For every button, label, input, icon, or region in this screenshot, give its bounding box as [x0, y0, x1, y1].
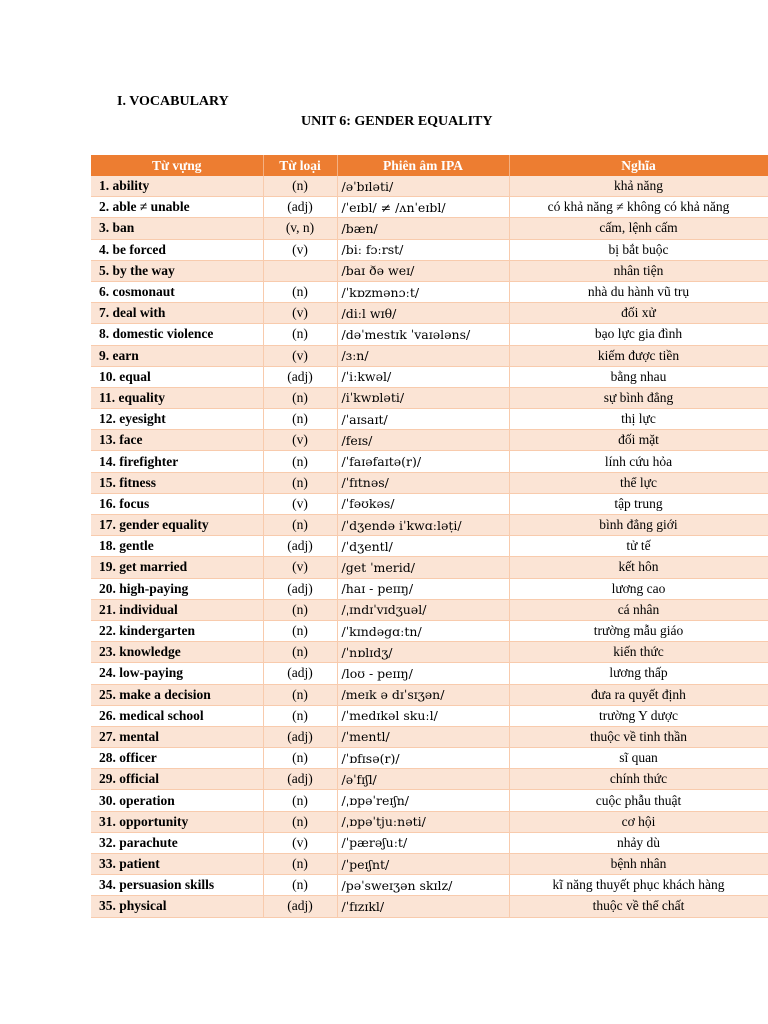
- part-of-speech-cell: (n): [263, 176, 337, 197]
- word-cell: 27. mental: [91, 726, 263, 747]
- meaning-cell: trường mẫu giáo: [509, 620, 768, 641]
- table-row: [91, 769, 768, 790]
- section-title: I. VOCABULARY: [117, 94, 229, 109]
- part-of-speech-cell: (v): [263, 493, 337, 514]
- word-cell: 8. domestic violence: [91, 324, 263, 345]
- part-of-speech-cell: (n): [263, 324, 337, 345]
- header-row: [91, 155, 768, 176]
- word-cell: 31. opportunity: [91, 811, 263, 832]
- table-row: [91, 599, 768, 620]
- ipa-cell: /ˈkɒzmənɔːt/: [337, 281, 509, 302]
- meaning-cell: khả năng: [509, 176, 768, 197]
- table-row: [91, 557, 768, 578]
- ipa-cell: /baɪ ðə weɪ/: [337, 260, 509, 281]
- meaning-cell: thể lực: [509, 472, 768, 493]
- table-row: [91, 896, 768, 917]
- meaning-cell: trường Y dược: [509, 705, 768, 726]
- part-of-speech-cell: (n): [263, 854, 337, 875]
- meaning-cell: kết hôn: [509, 557, 768, 578]
- meaning-cell: cấm, lệnh cấm: [509, 218, 768, 239]
- part-of-speech-cell: (v): [263, 239, 337, 260]
- table-row: [91, 854, 768, 875]
- part-of-speech-cell: (n): [263, 748, 337, 769]
- table-row: [91, 663, 768, 684]
- ipa-cell: /ˈmentl/: [337, 726, 509, 747]
- table-row: [91, 197, 768, 218]
- ipa-cell: /ɜːn/: [337, 345, 509, 366]
- ipa-cell: /ˈfɪzɪkl/: [337, 896, 509, 917]
- word-cell: 34. persuasion skills: [91, 875, 263, 896]
- table-row: [91, 218, 768, 239]
- ipa-cell: /ˈaɪsaɪt/: [337, 409, 509, 430]
- ipa-cell: /iˈkwɒləti/: [337, 387, 509, 408]
- table-row: [91, 303, 768, 324]
- ipa-cell: /ˈpærəʃuːt/: [337, 832, 509, 853]
- table-row: [91, 493, 768, 514]
- meaning-cell: tập trung: [509, 493, 768, 514]
- meaning-cell: kiếm được tiền: [509, 345, 768, 366]
- table-row: [91, 705, 768, 726]
- meaning-cell: thuộc về tinh thần: [509, 726, 768, 747]
- ipa-cell: /loʊ - peɪɪŋ/: [337, 663, 509, 684]
- meaning-cell: kiến thức: [509, 642, 768, 663]
- part-of-speech-cell: (v): [263, 832, 337, 853]
- part-of-speech-cell: (n): [263, 790, 337, 811]
- table-row: [91, 578, 768, 599]
- ipa-cell: /ˈfəʊkəs/: [337, 493, 509, 514]
- table-row: [91, 726, 768, 747]
- word-cell: 35. physical: [91, 896, 263, 917]
- ipa-cell: /ˈpeɪʃnt/: [337, 854, 509, 875]
- part-of-speech-cell: (n): [263, 281, 337, 302]
- word-cell: 25. make a decision: [91, 684, 263, 705]
- header-pos: Từ loại: [263, 155, 337, 176]
- part-of-speech-cell: (adj): [263, 536, 337, 557]
- word-cell: 19. get married: [91, 557, 263, 578]
- part-of-speech-cell: (n): [263, 409, 337, 430]
- part-of-speech-cell: (v): [263, 303, 337, 324]
- table-row: [91, 281, 768, 302]
- table-row: [91, 176, 768, 197]
- part-of-speech-cell: (n): [263, 811, 337, 832]
- word-cell: 6. cosmonaut: [91, 281, 263, 302]
- table-row: [91, 811, 768, 832]
- meaning-cell: thuộc về thể chất: [509, 896, 768, 917]
- table-row: [91, 620, 768, 641]
- part-of-speech-cell: (n): [263, 472, 337, 493]
- part-of-speech-cell: (n): [263, 642, 337, 663]
- ipa-cell: /əˈbɪləti/: [337, 176, 509, 197]
- table-row: [91, 832, 768, 853]
- ipa-cell: /dəˈmestɪk ˈvaɪələns/: [337, 324, 509, 345]
- table-row: [91, 451, 768, 472]
- word-cell: 12. eyesight: [91, 409, 263, 430]
- ipa-cell: /ˈfɪtnəs/: [337, 472, 509, 493]
- table-row: [91, 748, 768, 769]
- ipa-cell: /ˈdʒentl/: [337, 536, 509, 557]
- ipa-cell: /ˈkɪndəgɑːtn/: [337, 620, 509, 641]
- part-of-speech-cell: (adj): [263, 197, 337, 218]
- table-header: [91, 155, 768, 176]
- table-row: [91, 366, 768, 387]
- table-row: [91, 345, 768, 366]
- ipa-cell: /ˈfaɪəfaɪtə(r)/: [337, 451, 509, 472]
- word-cell: 16. focus: [91, 493, 263, 514]
- meaning-cell: tử tế: [509, 536, 768, 557]
- word-cell: 20. high-paying: [91, 578, 263, 599]
- part-of-speech-cell: (adj): [263, 896, 337, 917]
- table-row: [91, 430, 768, 451]
- meaning-cell: đưa ra quyết định: [509, 684, 768, 705]
- table-row: [91, 409, 768, 430]
- word-cell: 2. able ≠ unable: [91, 197, 263, 218]
- ipa-cell: /ˌɒpəˈtjuːnəti/: [337, 811, 509, 832]
- part-of-speech-cell: (adj): [263, 578, 337, 599]
- meaning-cell: nhân tiện: [509, 260, 768, 281]
- word-cell: 14. firefighter: [91, 451, 263, 472]
- word-cell: 1. ability: [91, 176, 263, 197]
- header-ipa: Phiên âm IPA: [337, 155, 509, 176]
- ipa-cell: /bæn/: [337, 218, 509, 239]
- part-of-speech-cell: (v): [263, 557, 337, 578]
- part-of-speech-cell: (v): [263, 430, 337, 451]
- table-row: [91, 642, 768, 663]
- vocabulary-table: [91, 155, 768, 918]
- word-cell: 22. kindergarten: [91, 620, 263, 641]
- meaning-cell: kĩ năng thuyết phục khách hàng: [509, 875, 768, 896]
- ipa-cell: /pəˈsweɪʒən skɪlz/: [337, 875, 509, 896]
- part-of-speech-cell: (n): [263, 684, 337, 705]
- table-row: [91, 790, 768, 811]
- meaning-cell: lính cứu hỏa: [509, 451, 768, 472]
- ipa-cell: /ˈnɒlɪdʒ/: [337, 642, 509, 663]
- word-cell: 7. deal with: [91, 303, 263, 324]
- ipa-cell: /ˌɪndɪˈvɪdʒuəl/: [337, 599, 509, 620]
- ipa-cell: /ˈeɪbl/ ≠ /ʌnˈeɪbl/: [337, 197, 509, 218]
- word-cell: 9. earn: [91, 345, 263, 366]
- part-of-speech-cell: (n): [263, 387, 337, 408]
- ipa-cell: /ˈmedɪkəl skuːl/: [337, 705, 509, 726]
- meaning-cell: bằng nhau: [509, 366, 768, 387]
- meaning-cell: đối xử: [509, 303, 768, 324]
- table-row: [91, 387, 768, 408]
- part-of-speech-cell: (adj): [263, 726, 337, 747]
- meaning-cell: bình đẳng giới: [509, 515, 768, 536]
- ipa-cell: /feɪs/: [337, 430, 509, 451]
- ipa-cell: /ˈiːkwəl/: [337, 366, 509, 387]
- word-cell: 28. officer: [91, 748, 263, 769]
- ipa-cell: /diːl wɪθ/: [337, 303, 509, 324]
- meaning-cell: lương thấp: [509, 663, 768, 684]
- meaning-cell: lương cao: [509, 578, 768, 599]
- word-cell: 13. face: [91, 430, 263, 451]
- meaning-cell: chính thức: [509, 769, 768, 790]
- word-cell: 23. knowledge: [91, 642, 263, 663]
- table-row: [91, 875, 768, 896]
- word-cell: 32. parachute: [91, 832, 263, 853]
- meaning-cell: thị lực: [509, 409, 768, 430]
- meaning-cell: bị bắt buộc: [509, 239, 768, 260]
- table-row: [91, 260, 768, 281]
- part-of-speech-cell: (n): [263, 705, 337, 726]
- part-of-speech-cell: (adj): [263, 663, 337, 684]
- part-of-speech-cell: (n): [263, 515, 337, 536]
- word-cell: 21. individual: [91, 599, 263, 620]
- meaning-cell: cá nhân: [509, 599, 768, 620]
- table-row: [91, 684, 768, 705]
- part-of-speech-cell: (v, n): [263, 218, 337, 239]
- table-row: [91, 515, 768, 536]
- table-row: [91, 239, 768, 260]
- part-of-speech-cell: (n): [263, 620, 337, 641]
- ipa-cell: /get ˈmerid/: [337, 557, 509, 578]
- meaning-cell: nhà du hành vũ trụ: [509, 281, 768, 302]
- word-cell: 26. medical school: [91, 705, 263, 726]
- table-row: [91, 472, 768, 493]
- table-body: [91, 176, 768, 917]
- table-row: [91, 536, 768, 557]
- ipa-cell: /əˈfɪʃl/: [337, 769, 509, 790]
- meaning-cell: sĩ quan: [509, 748, 768, 769]
- word-cell: 15. fitness: [91, 472, 263, 493]
- part-of-speech-cell: (adj): [263, 366, 337, 387]
- word-cell: 11. equality: [91, 387, 263, 408]
- ipa-cell: /ˈdʒendə iˈkwɑːləṭi/: [337, 515, 509, 536]
- part-of-speech-cell: (v): [263, 345, 337, 366]
- word-cell: 30. operation: [91, 790, 263, 811]
- meaning-cell: có khả năng ≠ không có khả năng: [509, 197, 768, 218]
- ipa-cell: /ˌɒpəˈreɪʃn/: [337, 790, 509, 811]
- word-cell: 29. official: [91, 769, 263, 790]
- ipa-cell: /meɪk ə dɪˈsɪʒən/: [337, 684, 509, 705]
- part-of-speech-cell: (n): [263, 599, 337, 620]
- ipa-cell: /haɪ - peɪɪŋ/: [337, 578, 509, 599]
- part-of-speech-cell: (n): [263, 875, 337, 896]
- header-meaning: Nghĩa: [509, 155, 768, 176]
- part-of-speech-cell: [263, 260, 337, 281]
- word-cell: 24. low-paying: [91, 663, 263, 684]
- meaning-cell: bạo lực gia đình: [509, 324, 768, 345]
- unit-title: UNIT 6: GENDER EQUALITY: [301, 114, 493, 129]
- word-cell: 5. by the way: [91, 260, 263, 281]
- meaning-cell: sự bình đẳng: [509, 387, 768, 408]
- word-cell: 3. ban: [91, 218, 263, 239]
- ipa-cell: /biː fɔːrst/: [337, 239, 509, 260]
- part-of-speech-cell: (adj): [263, 769, 337, 790]
- meaning-cell: bệnh nhân: [509, 854, 768, 875]
- word-cell: 17. gender equality: [91, 515, 263, 536]
- meaning-cell: nhảy dù: [509, 832, 768, 853]
- part-of-speech-cell: (n): [263, 451, 337, 472]
- table-row: [91, 324, 768, 345]
- meaning-cell: cơ hội: [509, 811, 768, 832]
- ipa-cell: /ˈɒfɪsə(r)/: [337, 748, 509, 769]
- meaning-cell: đối mặt: [509, 430, 768, 451]
- word-cell: 18. gentle: [91, 536, 263, 557]
- word-cell: 33. patient: [91, 854, 263, 875]
- meaning-cell: cuộc phẫu thuật: [509, 790, 768, 811]
- word-cell: 4. be forced: [91, 239, 263, 260]
- header-word: Từ vựng: [91, 155, 263, 176]
- word-cell: 10. equal: [91, 366, 263, 387]
